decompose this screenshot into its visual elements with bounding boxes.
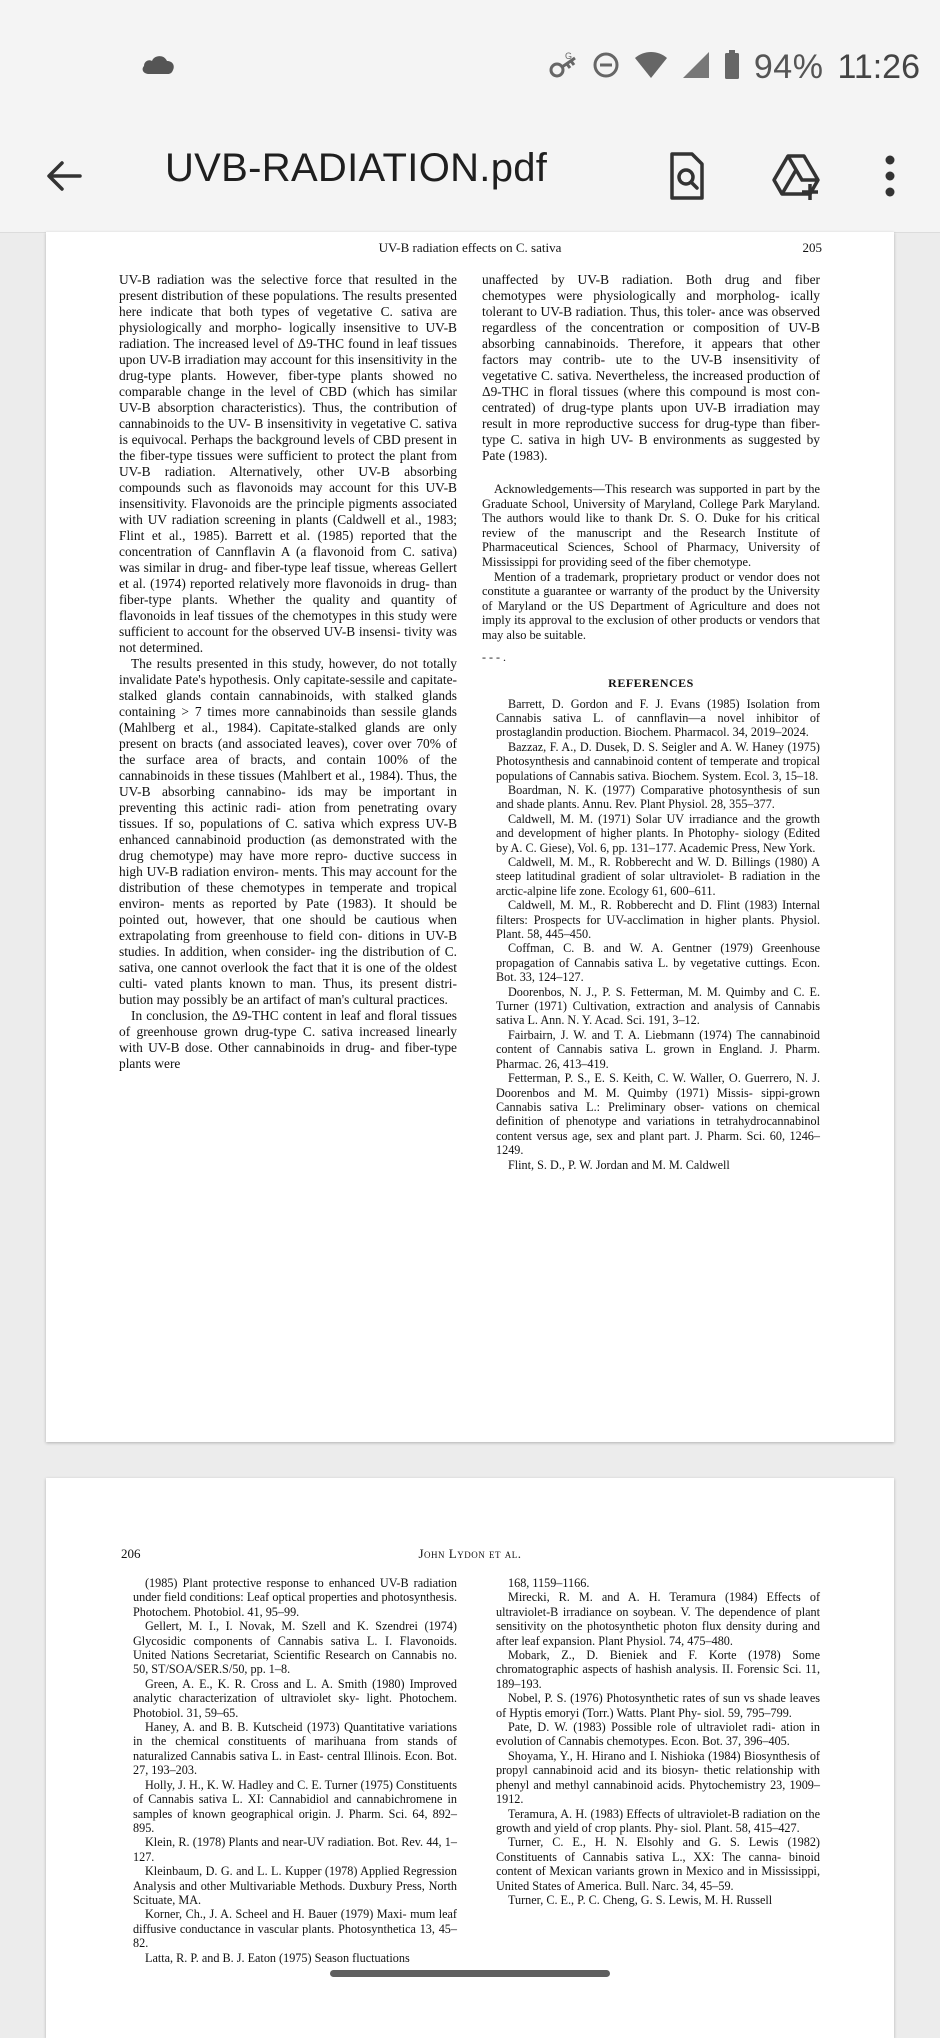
paragraph: unaffected by UV-B radiation. Both drug and fiber chemotypes were physiologically and morpholog- ically tolerant to UV-B radiation. Thus, this toler- ance was observed regardless of the concentration or composition of UV-B absorbing cannabinoids. Therefore, it appears that other factors may contrib- ute to the UV-B insensitivity of vegetative C. sativa. Nevertheless, the increased production of Δ9-THC in floral tissues (where this compound is most con- centrated) of drug-type plants upon UV-B irradiation may result in more reproductive success for drug-type than fiber-type C. sativa in high UV- B environments as suggested by Pate (1983). xyxy=(482,272,820,463)
reference-item: Boardman, N. K. (1977) Comparative photosynthesis of sun and shade plants. Annu. Rev. Plant Physiol. 28, 355–377. xyxy=(496,782,820,812)
reference-item: Coffman, C. B. and W. A. Gentner (1979) Greenhouse propagation of Cannabis sativa L. by vegetative cuttings. Econ. Bot. 33, 124–127. xyxy=(496,941,820,985)
reference-item: Fetterman, P. S., E. S. Keith, C. W. Waller, O. Guerrero, N. J. Doorenbos and M. M. Quimby (1971) Missis- sippi-grown Cannabis sativa L.: Preliminary obser- vations on chemical definition of phenotype and variations in tetrahydrocannabinol content versus age, sex and plant part. J. Pharm. Sci. 60, 1246–1249. xyxy=(496,1071,820,1158)
document-title: UVB-RADIATION.pdf xyxy=(165,146,548,190)
wifi-icon xyxy=(634,51,668,84)
paragraph: The results presented in this study, however, do not totally invalidate Pate's hypothesis. Only capitate-sessile and capitate-stalked glands contain cannabinoids, with stalked glands containing > 7 times more cannabinoids than sessile glands (Mahlberg et al., 1984). Capitate-stalked glands are only present on bracts (and associated leaves), cover over 70% of the surface area of bracts, and contain 100% of the cannabinoids in these tissues (Mahlbert et al., 1984). Thus, the UV-B absorbing cannabino- ids may be important in preventing this actinic radi- ation from penetrating ovary tissues. If so, populations of C. sativa which express UV-B enhanced cannabinoid production (as demonstrated with the drug chemotype) may have more repro- ductive success in high UV-B radiation environ- ments. This may account for the distribution of these chemotypes in temperate and tropical environ- ments as reported by Pate (1983). It should be pointed out, however, that one should be cautious when extrapolating from greenhouse to field con- ditions in UV-B studies. In addition, when consider- ing the distribution of C. sativa, one cannot overlook the fact that it is one of the oldest culti- vated plants known to man. Thus, its present distri- bution may possibly be an artifact of man's cultural practices. xyxy=(119,656,457,1007)
add-to-drive-icon xyxy=(766,146,826,206)
status-bar xyxy=(0,0,940,120)
pdf-page-206 xyxy=(46,1478,894,2038)
reference-item: Bazzaz, F. A., D. Dusek, D. S. Seigler and A. W. Haney (1975) Photosynthesis and cannabinoid content of temperate and tropical populations of Cannabis sativa. Biochem. System. Ecol. 3, 15–18. xyxy=(496,739,820,783)
right-column xyxy=(482,1576,820,1907)
reference-item: Klein, R. (1978) Plants and near-UV radiation. Bot. Rev. 44, 1–127. xyxy=(133,1835,457,1864)
reference-item: Holly, J. H., K. W. Hadley and C. E. Turner (1975) Constituents of Cannabis sativa L. XI: Cannabidiol and cannabichromene in samples of known geographical origin. J. Pharm. Sci. 64, 892–895. xyxy=(133,1777,457,1835)
svg-text:G: G xyxy=(564,51,572,61)
reference-item: Caldwell, M. M. (1971) Solar UV irradiance and the growth and development of higher plants. In Photophy- siology (Edited by A. C. Giese), Vol. 6, pp. 131–177. Academic Press, New York. xyxy=(496,811,820,855)
reference-item: Nobel, P. S. (1976) Photosynthetic rates of sun vs shade leaves of Hyptis emoryi (Torr.) Watts. Plant Phy- siol. 59, 795–799. xyxy=(496,1691,820,1720)
references-heading: REFERENCES xyxy=(608,675,694,690)
reference-item: Barrett, D. Gordon and F. J. Evans (1985) Isolation from Cannabis sativa L. of cannflavin—a novel inhibitor of prostaglandin production. Biochem. Pharmacol. 34, 2019–2024. xyxy=(496,696,820,740)
reference-item: Haney, A. and B. B. Kutscheid (1973) Quantitative variations in the chemical constituents of marihuana from stands of naturalized Cannabis sativa L. in East- central Illinois. Econ. Bot. 27, 193–203. xyxy=(133,1720,457,1778)
reference-item: Gellert, M. I., I. Novak, M. Szell and K. Szendrei (1974) Glycosidic components of Cannabis sativa L. I. Flavonoids. United Nations Secretariat, Scientific Research on Cannabis no. 50, ST/SOA/SER.S/50, pp. 1–8. xyxy=(133,1619,457,1677)
reference-list xyxy=(482,697,820,1172)
reference-item: Kleinbaum, D. G. and L. L. Kupper (1978) Applied Regression Analysis and other Multivariable Methods. Duxbury Press, North Scituate, MA. xyxy=(133,1864,457,1907)
reference-item: Caldwell, M. M., R. Robberecht and W. D. Billings (1980) A steep latitudinal gradient of solar ultraviolet- B radiation in the arctic-alpine life zone. Ecology 61, 600–611. xyxy=(496,855,820,898)
page-header-authors: John Lydon et al. xyxy=(418,1546,522,1561)
reference-item: Teramura, A. H. (1983) Effects of ultraviolet-B radiation on the growth and yield of crop plants. Phy- siol. Plant. 58, 415–427. xyxy=(496,1806,820,1835)
left-column xyxy=(119,272,457,1072)
vpn-key-icon xyxy=(548,50,578,85)
clock-time: 11:26 xyxy=(837,48,920,86)
reference-item: Turner, C. E., H. N. Elsohly and G. S. Lewis (1982) Constituents of Cannabis sativa L., XX: The canna- binoid content of Mexican variants grown in Mexico and in Mississippi, United States of America. Bull. Narc. 34, 45–59. xyxy=(496,1835,820,1893)
find-in-page-icon xyxy=(656,146,716,206)
disclaimer: Mention of a trademark, proprietary product or vendor does not constitute a guarantee or warranty of the product by the University of Maryland or the US Department of Agriculture and does not imply its approval to the exclusion of other products or vendors that may also be suitable. xyxy=(482,569,820,642)
reference-item: Green, A. E., K. R. Cross and L. A. Smith (1980) Improved analytic characterization of ultraviolet sky- light. Photochem. Photobiol. 31, 59–65. xyxy=(133,1676,457,1720)
back-arrow-icon xyxy=(38,150,90,202)
reference-item: (1985) Plant protective response to enhanced UV-B radiation under field conditions: Leaf optical properties and photosynthesis. Photochem. Photobiol. 41, 95–99. xyxy=(133,1576,457,1619)
page-header-title: UV-B radiation effects on C. sativa xyxy=(378,240,562,255)
battery-icon xyxy=(724,50,740,85)
add-to-drive-button[interactable] xyxy=(766,146,826,206)
cloud-icon xyxy=(140,52,176,81)
reference-item: Mirecki, R. M. and A. H. Teramura (1984) Effects of ultraviolet-B irradiance on soybean. V. The dependence of plant sensitivity on the photosynthetic photon flux density during and after leaf expansion. Plant Physiol. 74, 475–480. xyxy=(496,1590,820,1648)
more-vert-icon xyxy=(872,150,908,202)
battery-percent: 94% xyxy=(753,48,824,86)
do-not-disturb-icon xyxy=(592,51,620,84)
reference-item: Caldwell, M. M., R. Robberecht and D. Flint (1983) Internal filters: Prospects for UV-acclimation in higher plants. Physiol. Plant. 58, 445–450. xyxy=(496,898,820,942)
separator: - - - . xyxy=(482,649,506,664)
page-number: 205 xyxy=(802,240,822,255)
reference-item: Turner, C. E., P. C. Cheng, G. S. Lewis, M. H. Russell xyxy=(508,1892,773,1907)
reference-item: Flint, S. D., P. W. Jordan and M. M. Caldwell xyxy=(508,1157,730,1172)
reference-item: Pate, D. W. (1983) Possible role of ultraviolet radi- ation in evolution of Cannabis chemotypes. Econ. Bot. 37, 396–405. xyxy=(496,1720,820,1749)
find-in-page-button[interactable] xyxy=(656,146,716,206)
reference-item: Doorenbos, N. J., P. S. Fetterman, M. M. Quimby and C. E. Turner (1971) Cultivation, extraction and analysis of Cannabis sativa L. Ann. N. Y. Acad. Sci. 191, 3–12. xyxy=(496,984,820,1028)
reference-item: 168, 1159–1166. xyxy=(508,1576,590,1590)
back-button[interactable] xyxy=(38,150,90,202)
more-options-button[interactable] xyxy=(872,150,908,202)
left-column xyxy=(119,1576,457,1965)
paragraph: In conclusion, the Δ9-THC content in leaf and floral tissues of greenhouse grown drug-type C. sativa increased linearly with UV-B dose. Other cannabinoids in drug- and fiber-type plants were xyxy=(119,1008,457,1071)
reference-item: Latta, R. P. and B. J. Eaton (1975) Season fluctuations xyxy=(145,1950,410,1965)
scroll-handle[interactable] xyxy=(330,1970,610,1977)
page-number: 206 xyxy=(121,1546,141,1561)
reference-item: Shoyama, Y., H. Hirano and I. Nishioka (1984) Biosynthesis of propyl cannabinoid acid and its biosyn- thetic relationship with phenyl and methyl cannabinoid acids. Phytochemistry 23, 1909–1912. xyxy=(496,1748,820,1807)
pdf-page-205 xyxy=(46,232,894,1442)
reference-item: Mobark, Z., D. Bieniek and F. Korte (1978) Some chromatographic aspects of hashish analysis. II. Forensic Sci. 11, 189–193. xyxy=(496,1648,820,1691)
acknowledgements: Acknowledgements—This research was supported in part by the Graduate School, University of Maryland, College Park Maryland. The authors would like to thank Dr. S. O. Duke for his critical review of the manuscript and the Research Institute of Pharmaceutical Sciences, School of Pharmacy, University of Mississippi for providing seed of the fiber chemotype. xyxy=(482,482,820,569)
cell-signal-icon xyxy=(682,51,710,84)
reference-item: Fairbairn, J. W. and T. A. Liebmann (1974) The cannabinoid content of Cannabis sativa L. grown in England. J. Pharm. Pharmac. 26, 413–419. xyxy=(496,1027,820,1071)
app-bar xyxy=(0,120,940,233)
paragraph: UV-B radiation was the selective force that resulted in the present distribution of these populations. The results presented here indicate that both types of vegetative C. sativa are physiologically and morpho- logically insensitive to UV-B radiation. The increased level of Δ9-THC found in leaf tissues upon UV-B irradiation may account for this insensitivity in the drug-type plants. However, fiber-type plants showed no comparable change in the level of CBD (which has similar UV-B absorption characteristics). Thus, the contribution of cannabinoids to the UV- B insensitivity in vegetative C. sativa is equivocal. Perhaps the background levels of CBD present in the fiber-type tissues were sufficient to protect the plant from UV-B radiation. Alternatively, other UV-B absorbing compounds such as flavonoids may account for this UV-B insensitivity. Flavonoids are the principle pigments associated with UV radiation screening in plants (Caldwell et al., 1983; Flint et al., 1985). Barrett et al. (1985) reported that the concentration of Cannflavin A (a flavonoid from C. sativa) was similar in drug- and fiber-type leaf tissue, whereas Gellert et al. (1974) reported relatively more flavonoids in drug- than fiber-type plants. Whether the quality and quantity of flavonoids in leaf tissues of the chemotypes in this study were sufficient to account for the observed UV-B insensi- tivity was not determined. xyxy=(119,272,457,655)
reference-item: Korner, Ch., J. A. Scheel and H. Bauer (1979) Maxi- mum leaf diffusive conductance in vascular plants. Photosynthetica 13, 45–82. xyxy=(133,1907,457,1951)
right-column xyxy=(482,272,820,1172)
